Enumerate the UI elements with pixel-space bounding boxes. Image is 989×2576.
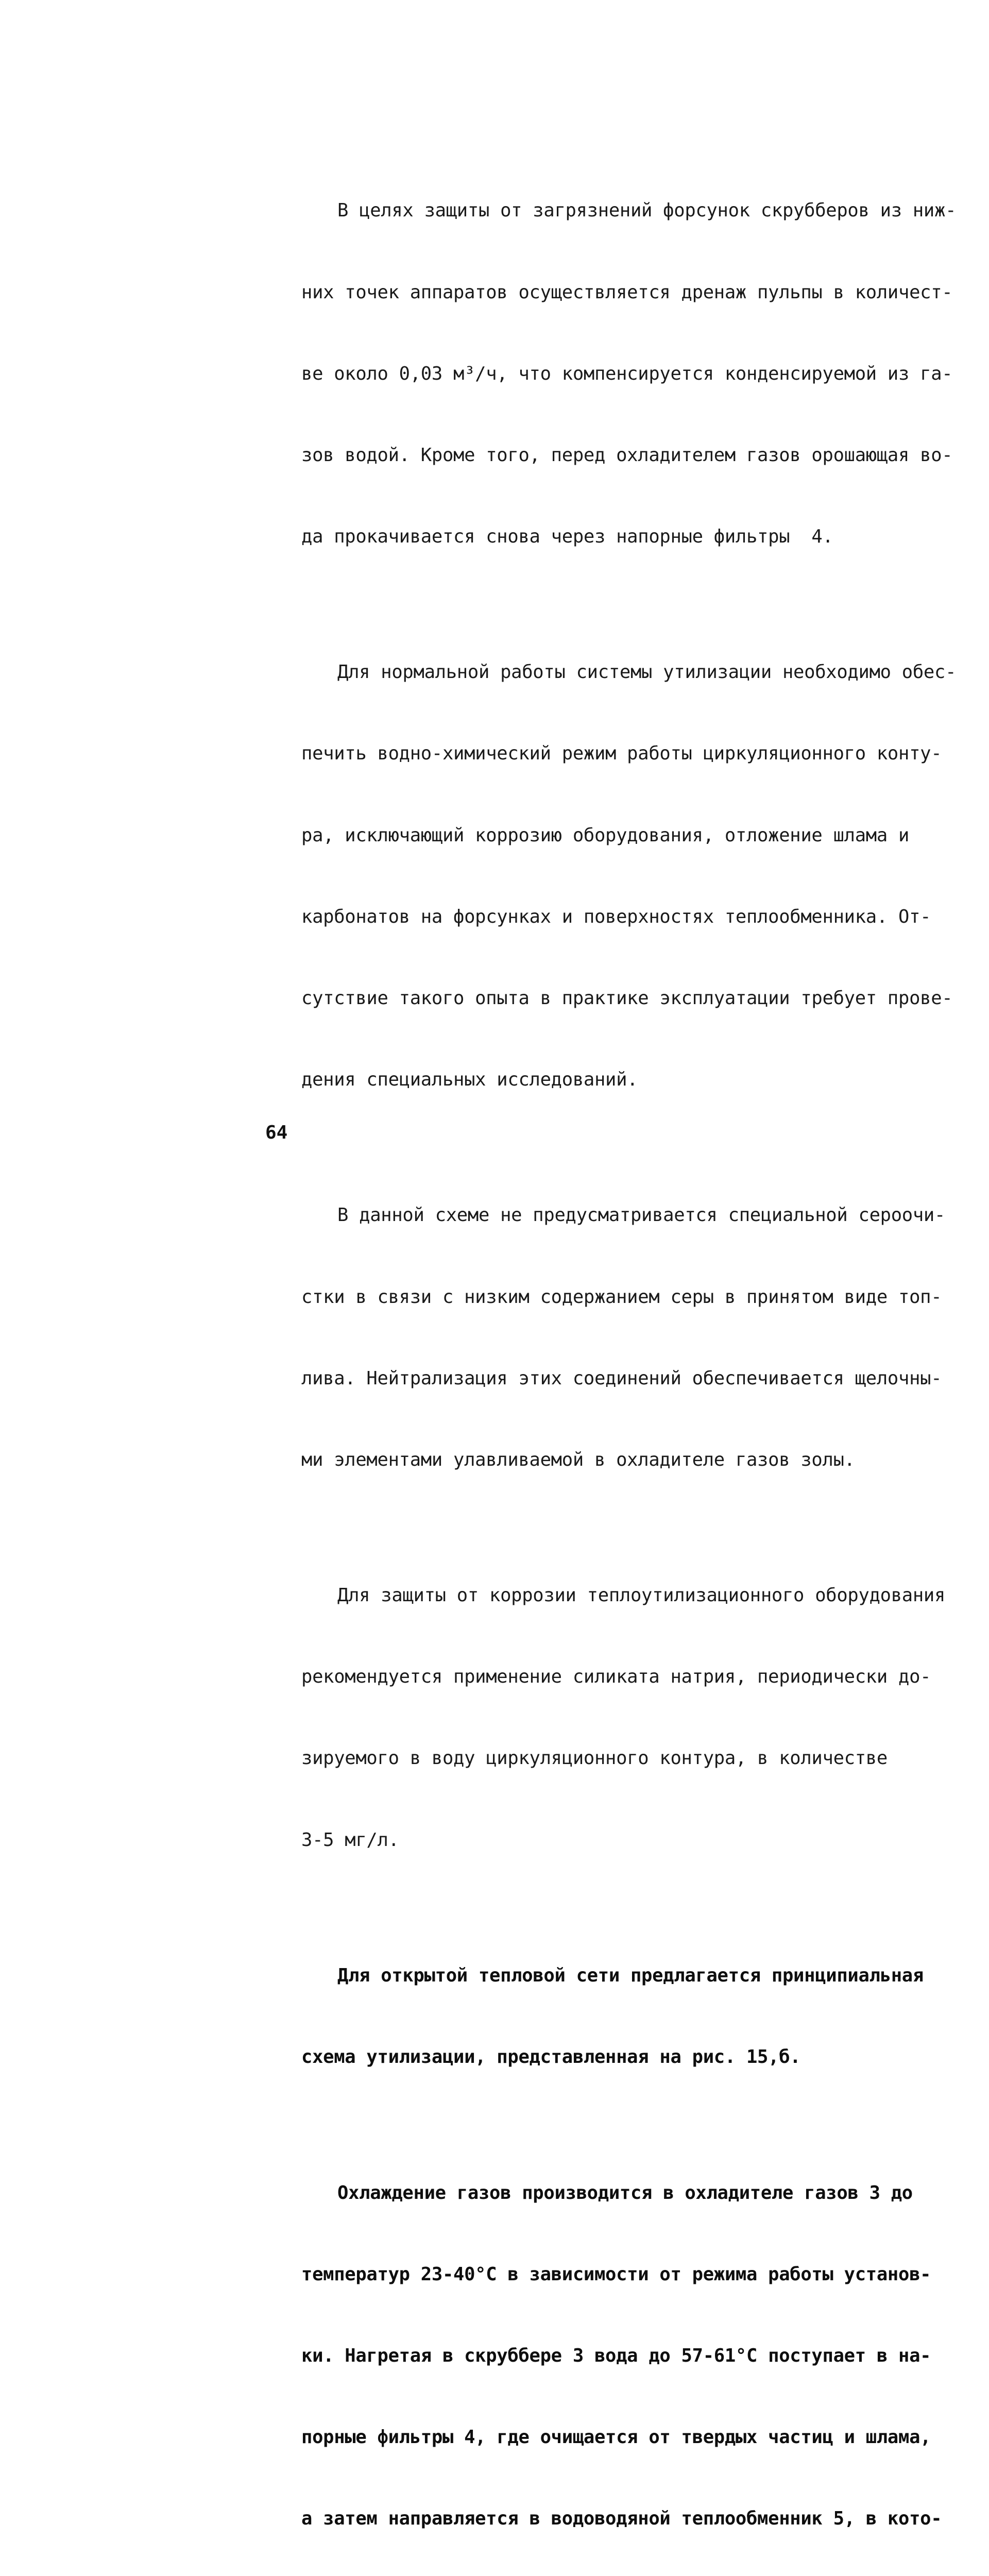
paragraph: [265, 605, 957, 1148]
text-line: температур 23-40°С в зависимости от режима работы установ-: [301, 2263, 931, 2285]
text-line: Для защиты от коррозии теплоутилизационного оборудования: [337, 1585, 946, 1606]
text-line: сутствие такого опыта в практике эксплуатации требует прове-: [301, 987, 953, 1009]
text-line: схема утилизации, представленная на рис. 15,б.: [301, 2046, 801, 2068]
paragraph: [265, 143, 957, 605]
text-line: ки. Нагретая в скруббере 3 вода до 57-61°С поступает в на-: [301, 2345, 931, 2366]
text-line: ра, исключающий коррозию оборудования, отложение шлама и: [301, 824, 910, 846]
text-line: Для нормальной работы системы утилизации необходимо обес-: [337, 662, 957, 683]
text-line: лива. Нейтрализация этих соединений обеспечивается щелочны-: [301, 1367, 942, 1389]
text-line: зов водой. Кроме того, перед охладителем газов орошающая во-: [301, 444, 953, 466]
text-line: а затем направляется в водоводяной теплообменник 5, в кото-: [301, 2508, 942, 2530]
text-line: Для открытой тепловой сети предлагается принципиальная: [337, 1965, 924, 1987]
text-line: ве около 0,03 м³/ч, что компенсируется конденсируемой из га-: [301, 363, 953, 384]
paragraph: [265, 2125, 942, 2576]
text-line: рекомендуется применение силиката натрия, периодически до-: [301, 1666, 931, 1688]
paragraph: [265, 1908, 930, 2126]
text-line: ми элементами улавливаемой в охладителе газов золы.: [301, 1449, 855, 1470]
text-line: зируемого в воду циркуляционного контура, в количестве: [301, 1748, 888, 1769]
text-line: них точек аппаратов осуществляется дренаж пульпы в количест-: [301, 281, 953, 303]
text-line: карбонатов на форсунках и поверхностях теплообменника. От-: [301, 906, 931, 927]
text-line: дения специальных исследований.: [301, 1069, 638, 1090]
text-line: порные фильтры 4, где очищается от твердых частиц и шлама,: [301, 2427, 931, 2448]
paragraph: [265, 1148, 946, 1528]
text-line: стки в связи с низким содержанием серы в принятом виде топ-: [301, 1286, 942, 1308]
text-line: 3-5 мг/л.: [301, 1829, 399, 1851]
text-line: В целях защиты от загрязнений форсунок скрубберов из ниж-: [337, 200, 957, 222]
page-number: 64: [265, 1122, 288, 1143]
text-line: В данной схеме не предусматривается специальной сероочи-: [337, 1205, 946, 1226]
text-line: печить водно-химический режим работы циркуляционного конту-: [301, 743, 942, 765]
text-line: Охлаждение газов производится в охладителе газов 3 до: [337, 2182, 913, 2204]
paragraph: [265, 1528, 946, 1908]
body-text: [265, 143, 957, 2576]
text-line: да прокачивается снова через напорные фильтры 4.: [301, 526, 833, 547]
